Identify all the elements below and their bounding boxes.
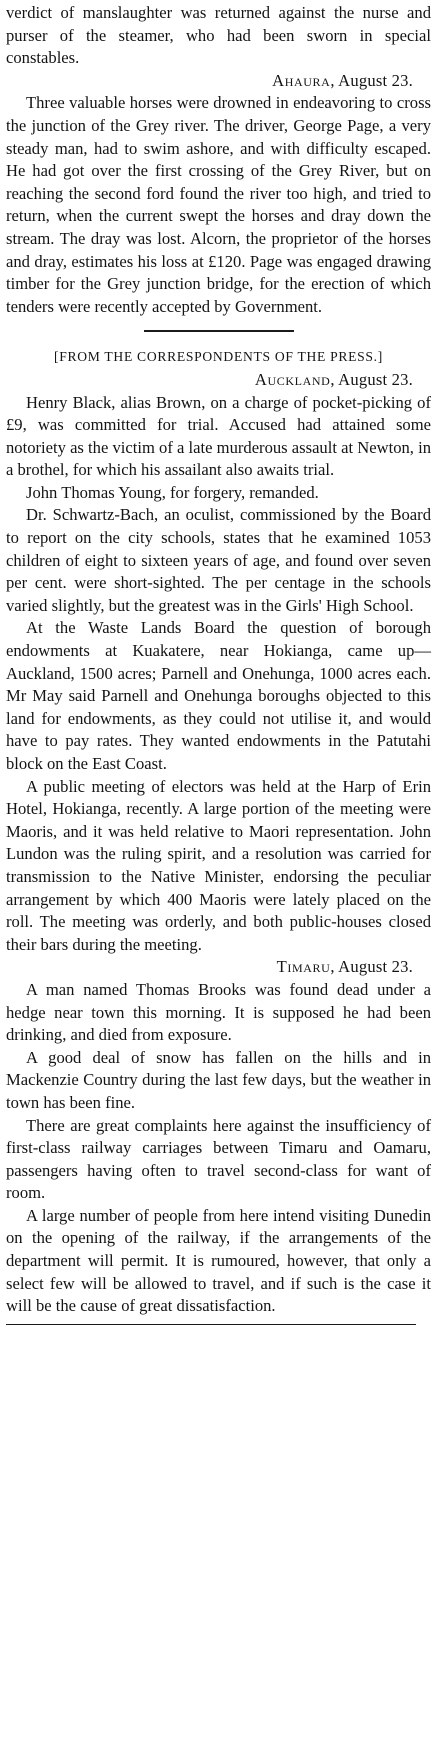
section-divider xyxy=(144,330,294,332)
closing-rule xyxy=(6,1324,416,1325)
dateline-place: Auckland xyxy=(254,369,331,389)
paragraph: Three valuable horses were drowned in endeavoring to cross the junction of the Grey river. The driver, George Page, a very steady man, had to swim ashore, and with difficulty escaped. He had got over the first crossing of the Grey River, but on reaching the second ford found the river too high, and tried to return, when the current swept the horses and dray down the stream. The dray was lost. Alcorn, the proprietor of the horses and dray, estimates his loss at £120. Page was engaged drawing timber for the Grey junction bridge, for the erection of which tenders were recently accepted by Government. xyxy=(6,93,431,316)
dateline-place: Timaru xyxy=(276,957,331,977)
dateline-place: Ahaura xyxy=(272,70,331,90)
paragraph: A public meeting of electors was held at the Harp of Erin Hotel, Hokianga, recently. A large portion of the meeting were Maoris, and it was held relative to Maori representation. John Lundon was the ruling spirit, and a resolution was carried for transmission to the Native Minister, endorsing the peculiar arrangement by which 400 Maoris were lately placed on the roll. The meeting was orderly, and both public-houses closed their bars during the meeting. xyxy=(6,776,431,954)
paragraph: At the Waste Lands Board the question of borough endowments at Kuakatere, near Hokianga, came up—Auckland, 1500 acres; Parnell and Onehunga, 1000 acres each. Mr May said Parnell and Onehunga boroughs objected to this land for endowments, as they could not utilise it, and would have to pay rates. They wanted endowments in the Patutahi block on the East Coast. xyxy=(6,618,431,773)
paragraph: John Thomas Young, for forgery, remanded. xyxy=(26,482,319,502)
dateline-auckland xyxy=(6,369,431,392)
paragraph: A large number of people from here intend visiting Dunedin on the opening of the railway, if the arrangements of the department will permit. It is rumoured, however, that only a select few will be allowed to travel, and if such is the case it will be the cause of great dissatisfaction. xyxy=(6,1205,431,1316)
correspondents-heading: [FROM THE CORRESPONDENTS OF THE PRESS.] xyxy=(54,349,383,365)
paragraph: There are great complaints here against the insufficiency of first-class railway carriages between Timaru and Oamaru, passengers having often to travel second-class for want of room. xyxy=(6,1115,431,1203)
lead-fragment: verdict of manslaughter was returned against the nurse and purser of the steamer, who had been sworn in special constables. xyxy=(6,3,431,68)
paragraph: Dr. Schwartz-Bach, an oculist, commissioned by the Board to report on the city schools, states that he examined 1053 children of eight to sixteen years of age, and found over seven per cent. were short-sighted. The per centage in the schools varied slightly, but the greatest was in the Girls' High School. xyxy=(6,505,431,615)
dateline-ahaura xyxy=(6,70,431,93)
paragraph: Henry Black, alias Brown, on a charge of pocket-picking of £9, was committed for trial. Accused had attained some notoriety as the victim of a late murderous assault at Newton, in a brothel, for which his assailant also awaits trial. xyxy=(6,392,431,480)
paragraph: A man named Thomas Brooks was found dead under a hedge near town this morning. It is supposed he had been drinking, and died from exposure. xyxy=(6,979,431,1045)
dateline-timaru xyxy=(6,956,431,979)
dateline-date: , August 23. xyxy=(330,70,413,90)
paragraph: A good deal of snow has fallen on the hills and in Mackenzie Country during the last few days, but the weather in town has been fine. xyxy=(6,1047,431,1112)
dateline-date: , August 23. xyxy=(330,957,413,977)
dateline-date: , August 23. xyxy=(330,369,413,389)
